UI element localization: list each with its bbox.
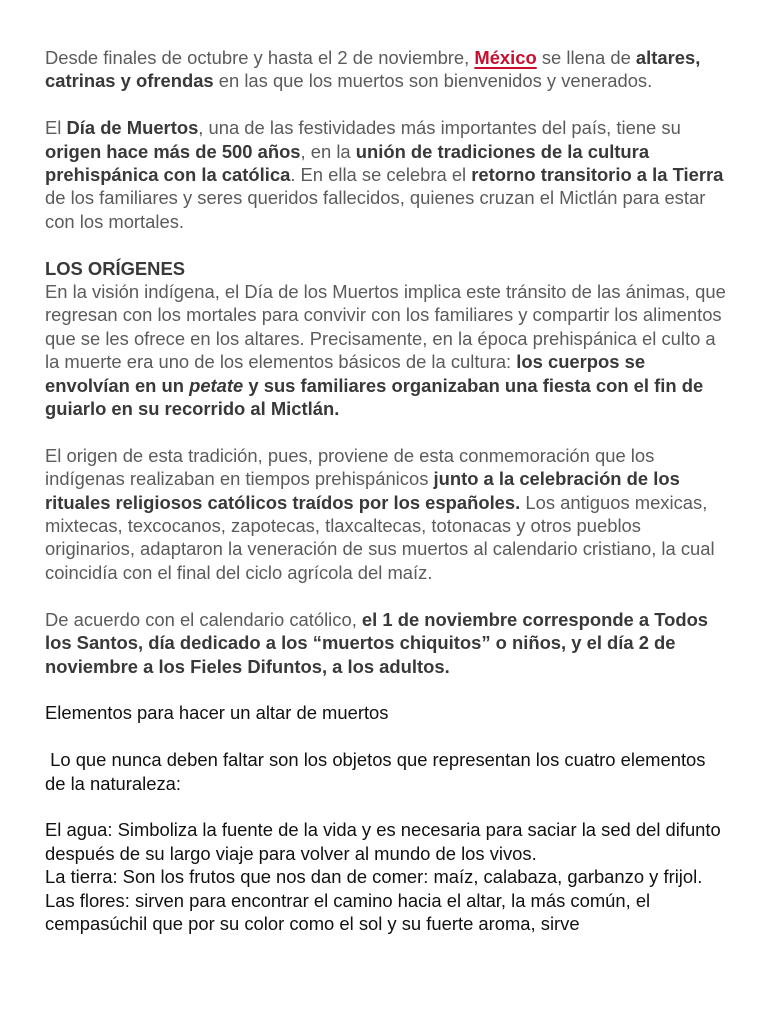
agua-paragraph: El agua: Simboliza la fuente de la vida y es necesaria para saciar la sed del difunto después de su largo viaje para volver al mundo de los vivos. bbox=[45, 819, 721, 864]
text-segment: El origen de esta tradición, pues, proviene de esta conmemoración que los indígenas realizaban en tiempos prehispánicos bbox=[45, 444, 655, 490]
tradicion-paragraph bbox=[45, 444, 728, 584]
text-segment: De acuerdo con el calendario católico, bbox=[45, 608, 362, 630]
bold-text: junto a la celebración de los rituales religiosos católicos traídos por los españoles. bbox=[45, 468, 680, 513]
elementos-intro-paragraph: Lo que nunca deben faltar son los objetos que representan los cuatro elementos de la naturaleza: bbox=[45, 749, 711, 794]
bold-text: y sus familiares organizaban una fiesta con el fin de guiarlo en su recorrido al Mictlán. bbox=[45, 374, 704, 420]
bold-italic-text: petate bbox=[189, 374, 244, 396]
text-segment: Desde finales de octubre y hasta el 2 de noviembre, bbox=[45, 47, 475, 68]
origenes-paragraph bbox=[45, 280, 728, 420]
text-segment: Los antiguos mexicas, mixtecas, texcocanos, zapotecas, tlaxcaltecas, totonacas y otros pueblos originarios, adaptaron la veneración de sus muertos al calendario cristiano, la cual coincidía con el final del ciclo agrícola del maíz. bbox=[45, 491, 715, 583]
bold-text: Día de Muertos bbox=[66, 117, 199, 139]
tierra-paragraph: La tierra: Son los frutos que nos dan de comer: maíz, calabaza, garbanzo y frijol. Las flores: sirven para encontrar el camino hacia el altar, la más común, el cempasúchil que por su color como el sol y su fuerte aroma, sirve bbox=[45, 866, 703, 934]
dia-de-muertos-paragraph bbox=[45, 116, 728, 233]
text-segment: en las que los muertos son bienvenidos y venerados. bbox=[213, 70, 653, 92]
mexico-link[interactable]: México bbox=[474, 47, 537, 68]
text-segment: , en la bbox=[300, 140, 356, 162]
text-segment: de los familiares y seres queridos fallecidos, quienes cruzan el Mictlán para estar con los mortales. bbox=[45, 187, 706, 232]
text-segment: . En ella se celebra el bbox=[290, 164, 472, 186]
altar-subheading: Elementos para hacer un altar de muertos bbox=[45, 702, 389, 724]
bold-text: origen hace más de 500 años bbox=[45, 140, 301, 162]
bold-text: retorno transitorio a la Tierra bbox=[471, 164, 724, 186]
bold-text: altares, catrinas y ofrendas bbox=[45, 47, 701, 92]
bold-text: el 1 de noviembre corresponde a Todos los Santos, día dedicado a los “muertos chiquitos” o niños, y el día 2 de noviembre a los Fieles Difuntos, a los adultos. bbox=[45, 608, 709, 677]
section-heading-origenes: LOS ORÍGENES bbox=[45, 257, 185, 279]
text-segment: El bbox=[45, 117, 67, 139]
text-segment: , una de las festividades más importantes del país, tiene su bbox=[198, 117, 681, 139]
text-segment: se llena de bbox=[536, 47, 636, 68]
calendario-paragraph bbox=[45, 608, 728, 678]
bold-text: los cuerpos se envolvían en un bbox=[45, 351, 646, 396]
intro-paragraph bbox=[45, 46, 728, 93]
text-segment: En la visión indígena, el Día de los Muertos implica este tránsito de las ánimas, que regresan con los mortales para convivir con los familiares y compartir los alimentos que se les ofrece en los altares. Precisamente, en la época prehispánica el culto a la muerte era uno de los elementos básicos de la cultura: bbox=[45, 281, 726, 373]
bold-text: unión de tradiciones de la cultura prehispánica con la católica bbox=[45, 140, 650, 186]
